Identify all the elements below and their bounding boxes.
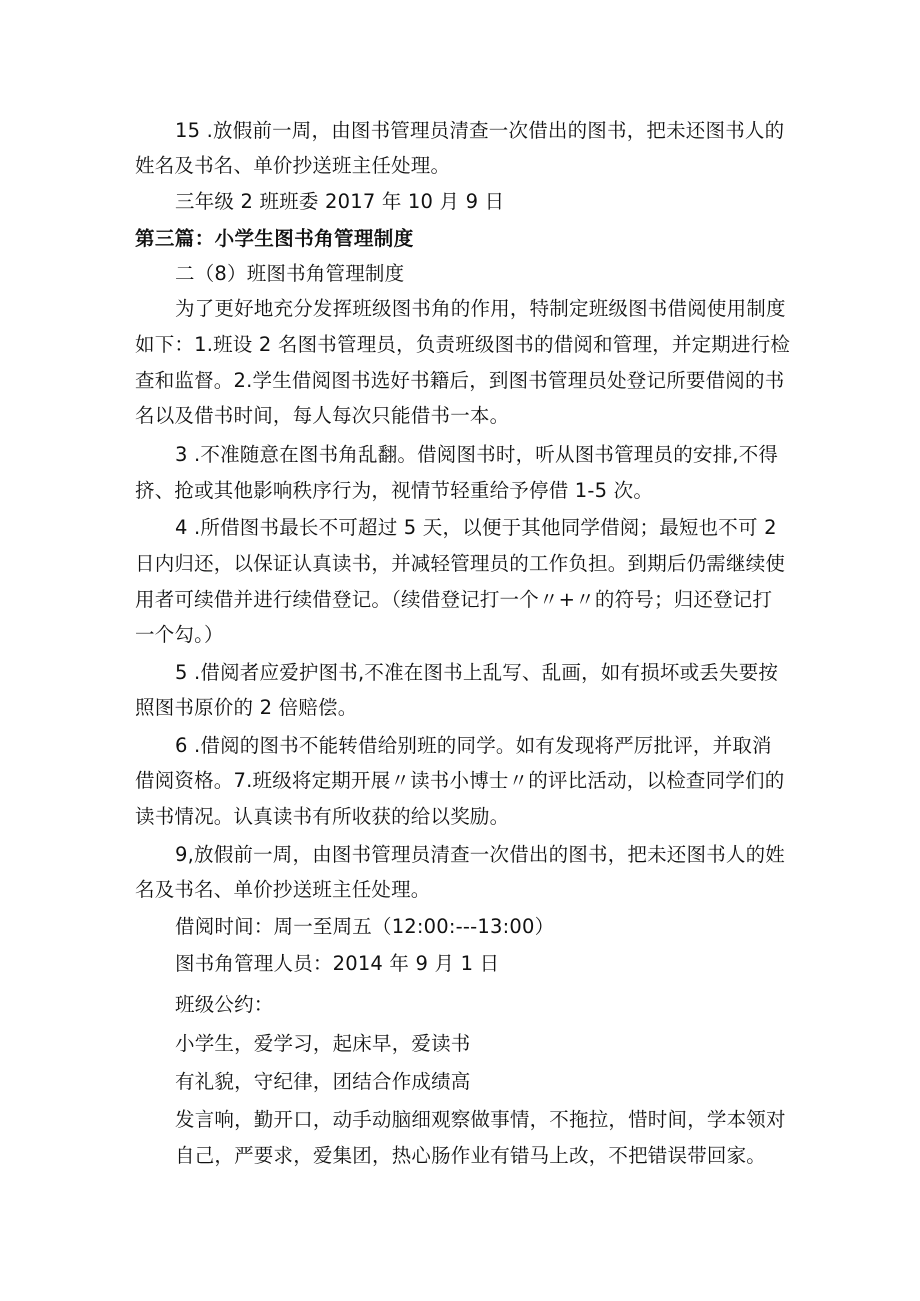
class-pledge-title: 班级公约： [175,993,274,1016]
paragraph-line: 一个勾。） [135,623,224,646]
paragraph-line: 15 .放假前一周，由图书管理员清查一次借出的图书，把未还图书人的 [175,119,785,142]
borrow-time: 借阅时间：周一至周五（12:00:---13:00） [175,915,555,938]
rule-item-5: 5 .借阅者应爱护图书,不准在图书上乱写、乱画，如有损坏或丢失要按 [175,661,779,684]
paragraph-line: 日内归还，以保证认真读书，并减轻管理员的工作负担。到期后仍需继续使 [135,552,786,575]
paragraph-line: 姓名及书名、单价抄送班主任处理。 [135,154,451,177]
paragraph-line: 挤、抢或其他影响秩序行为，视情节轻重给予停借 1-5 次。 [135,479,654,502]
paragraph-line: 读书情况。认真读书有所收获的给以奖励。 [135,805,510,828]
rule-item-3: 3 .不准随意在图书角乱翻。借阅图书时，听从图书管理员的安排,不得 [175,443,779,466]
manager-date: 图书角管理人员：2014 年 9 月 1 日 [175,952,500,975]
paragraph-line: 如下：1.班设 2 名图书管理员，负责班级图书的借阅和管理，并定期进行检 [135,333,791,356]
paragraph-line: 名以及借书时间，每人每次只能借书一本。 [135,404,510,427]
rule-item-6: 6 .借阅的图书不能转借给别班的同学。如有发现将严厉批评，并取消 [175,734,772,757]
section-heading: 第三篇：小学生图书角管理制度 [135,227,414,250]
subtitle: 二（8）班图书角管理制度 [175,262,405,285]
pledge-line: 有礼貌，守纪律，团结合作成绩高 [175,1070,471,1093]
paragraph-line: 借阅资格。7.班级将定期开展〃读书小博士〃的评比活动，以检查同学们的 [135,769,785,792]
paragraph-line: 照图书原价的 2 倍赔偿。 [135,696,358,719]
signature-line: 三年级 2 班班委 2017 年 10 月 9 日 [175,190,505,213]
paragraph-line: 查和监督。2.学生借阅图书选好书籍后，到图书管理员处登记所要借阅的书 [135,369,785,392]
pledge-line: 发言响，勤开口，动手动脑细观察做事情，不拖拉，惜时间，学本领对 [175,1108,786,1131]
paragraph-line: 为了更好地充分发挥班级图书角的作用，特制定班级图书借阅使用制度 [175,297,786,320]
pledge-line: 小学生，爱学习，起床早，爱读书 [175,1032,471,1055]
paragraph-line: 用者可续借并进行续借登记。（续借登记打一个〃+〃的符号；归还登记打 [135,588,773,611]
paragraph-line: 名及书名、单价抄送班主任处理。 [135,878,431,901]
rule-item-4: 4 .所借图书最长不可超过 5 天，以便于其他同学借阅；最短也不可 2 [175,516,777,539]
pledge-line: 自己，严要求，爱集团，热心肠作业有错马上改，不把错误带回家。 [175,1144,767,1167]
rule-item-9: 9,放假前一周，由图书管理员清查一次借出的图书，把未还图书人的姓 [175,843,786,866]
